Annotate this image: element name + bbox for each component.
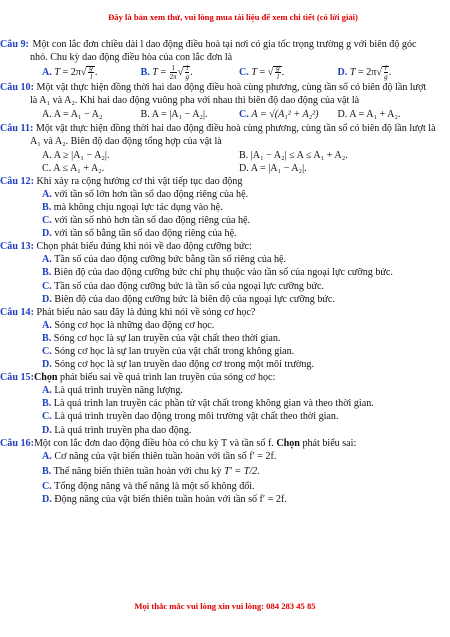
question-text: Một vật thực hiện đồng thời hai dao động điều hoà cùng phương, cùng tần số có biên độ lần lượt là A₁ và A₂. Khi hai dao động vuông pha với nhau thì biên độ dao động của vật là [30, 82, 427, 107]
question-number: Câu 10: [0, 82, 34, 94]
question-keyword: Chọn [276, 437, 300, 449]
question-number: Câu 15: [0, 372, 34, 384]
question-12 [0, 175, 436, 188]
question-text: Khi xảy ra cộng hưởng cơ thì vật tiếp tục dao động [36, 175, 243, 187]
question-keyword: Chọn [33, 372, 58, 384]
question-9 [0, 38, 436, 64]
option-c: C. A = √(A₁² + A₂²) [239, 109, 319, 121]
option-b: B. T = $\frac{1}{2\pi}$ √ $\frac{l}{g}$ . [140, 64, 193, 82]
option-d: D. Sóng cơ học là sự lan truyền dao động cơ trong một môi trường. [42, 359, 314, 371]
option-c: C. T = √ $\frac{g}{l}$ . [239, 64, 285, 82]
question-10-options [30, 107, 436, 122]
option-b: B. Là quá trình lan truyền các phần tử vật chất trong không gian và theo thời gian. [42, 398, 374, 410]
option-a: A. T = 2π√ $\frac{g}{l}$ . [42, 64, 98, 82]
question-10 [0, 81, 436, 107]
option-d: D. Là quá trình truyền pha dao động. [42, 424, 192, 436]
question-text: phát biểu sai về quá trình lan truyền của sóng cơ học: [57, 372, 276, 384]
question-text-end: phát biểu sai: [299, 437, 357, 449]
option-b: B. mà không chịu ngoại lực tác dụng vào hệ. [42, 201, 223, 213]
question-text: Phát biểu nào sau đây là đúng khi nói về sóng cơ học? [36, 306, 256, 318]
contact-footer: Mọi thắc mắc vui lòng xin vui lòng: 084 283 45 85 [134, 601, 316, 611]
option-d: D. với tần số bằng tần số dao động riêng của hệ. [42, 228, 237, 240]
option-d: D. A = A₁ + A₂. [337, 109, 401, 121]
option-a: A. với tần số lớn hơn tần số dao động riêng của hệ. [42, 188, 249, 200]
question-9-options [30, 64, 436, 81]
option-d: D. A = |A₁ − A₂|. [239, 162, 307, 174]
option-a: A. A ≥ |A₁ − A₂|. [42, 149, 110, 161]
question-14 [0, 306, 436, 319]
option-b: B. Sóng cơ học là sự lan truyền của vật chất theo thời gian. [42, 332, 281, 344]
option-c: C. Tần số của dao động cưỡng bức là tần số của ngoại lực cưỡng bức. [42, 280, 324, 292]
option-a: A. A = A₁ − A₂ [42, 109, 103, 121]
question-15 [0, 371, 436, 384]
option-c: C. với tần số nhỏ hơn tần số dao động riêng của hệ. [42, 215, 251, 227]
option-d: D. Động năng của vật biến thiên tuần hoàn với tần số f′ = 2f. [42, 493, 287, 505]
preview-banner: Đây là bản xem thử, vui lòng mua tài liệu để xem chi tiết (có lời giải) [108, 12, 358, 22]
option-c: C. Là quá trình truyền dao động trong môi trường vật chất theo thời gian. [42, 411, 339, 423]
question-11-options-row2 [30, 162, 436, 175]
question-11 [0, 122, 436, 148]
option-d: D. Biên độ của dao động cưỡng bức là biên độ của ngoại lực cưỡng bức. [42, 293, 335, 305]
option-c: C. Sóng cơ học là sự lan truyền của vật chất trong không gian. [42, 345, 295, 357]
question-number: Câu 14: [0, 306, 34, 318]
question-16 [0, 437, 436, 450]
question-number: Câu 16: [0, 437, 34, 449]
option-c: C. A ≤ A₁ + A₂. [42, 162, 105, 174]
option-b: B. Thế năng biến thiên tuần hoàn với chu kỳ T′ = T/2. [42, 465, 260, 477]
option-d: D. T = 2π√ $\frac{l}{g}$ . [337, 64, 392, 82]
question-number: Câu 9: [0, 39, 29, 50]
question-number: Câu 13: [0, 241, 34, 253]
option-b: B. Biên độ của dao động cưỡng bức chỉ phụ thuộc vào tần số của ngoại lực cưỡng bức. [42, 267, 393, 279]
option-c: C. Tổng động năng và thế năng là một số không đổi. [42, 480, 255, 492]
option-a: A. Cơ năng của vật biến thiên tuần hoàn với tần số f′ = 2f. [42, 450, 277, 462]
option-a: A. Tần số của dao động cưỡng bức bằng tần số riêng của hệ. [42, 254, 286, 266]
question-text: Một vật thực hiện đồng thời hai dao động điều hoà cùng phương, cùng tần số có biên độ lần lượt là A₁ và A₂. Biên độ dao động tổng hợp của vật là [30, 123, 436, 148]
question-text: Chọn phát biểu đúng khi nói về dao động cưỡng bức: [36, 241, 252, 253]
question-13 [0, 240, 436, 253]
option-a: A. Là quá trình truyền năng lượng. [42, 385, 183, 397]
question-number: Câu 12: [0, 175, 34, 187]
option-b: B. |A₁ − A₂| ≤ A ≤ A₁ + A₂. [239, 149, 348, 161]
question-number: Câu 11: [0, 123, 34, 135]
option-b: B. A = |A₁ − A₂|. [140, 109, 208, 121]
option-a: A. Sóng cơ học là những dao động cơ học. [42, 319, 215, 331]
question-text: Một con lắc đơn dao động điều hòa có chu kỳ T và tần số f. [33, 437, 277, 449]
question-11-options-row1 [30, 149, 436, 162]
question-text: Một con lắc đơn chiều dài l dao động điều hoà tại nơi có gia tốc trọng trường g với biên độ góc nhỏ. Chu kỳ dao động điều hòa của con lắc đơn là [30, 39, 417, 64]
